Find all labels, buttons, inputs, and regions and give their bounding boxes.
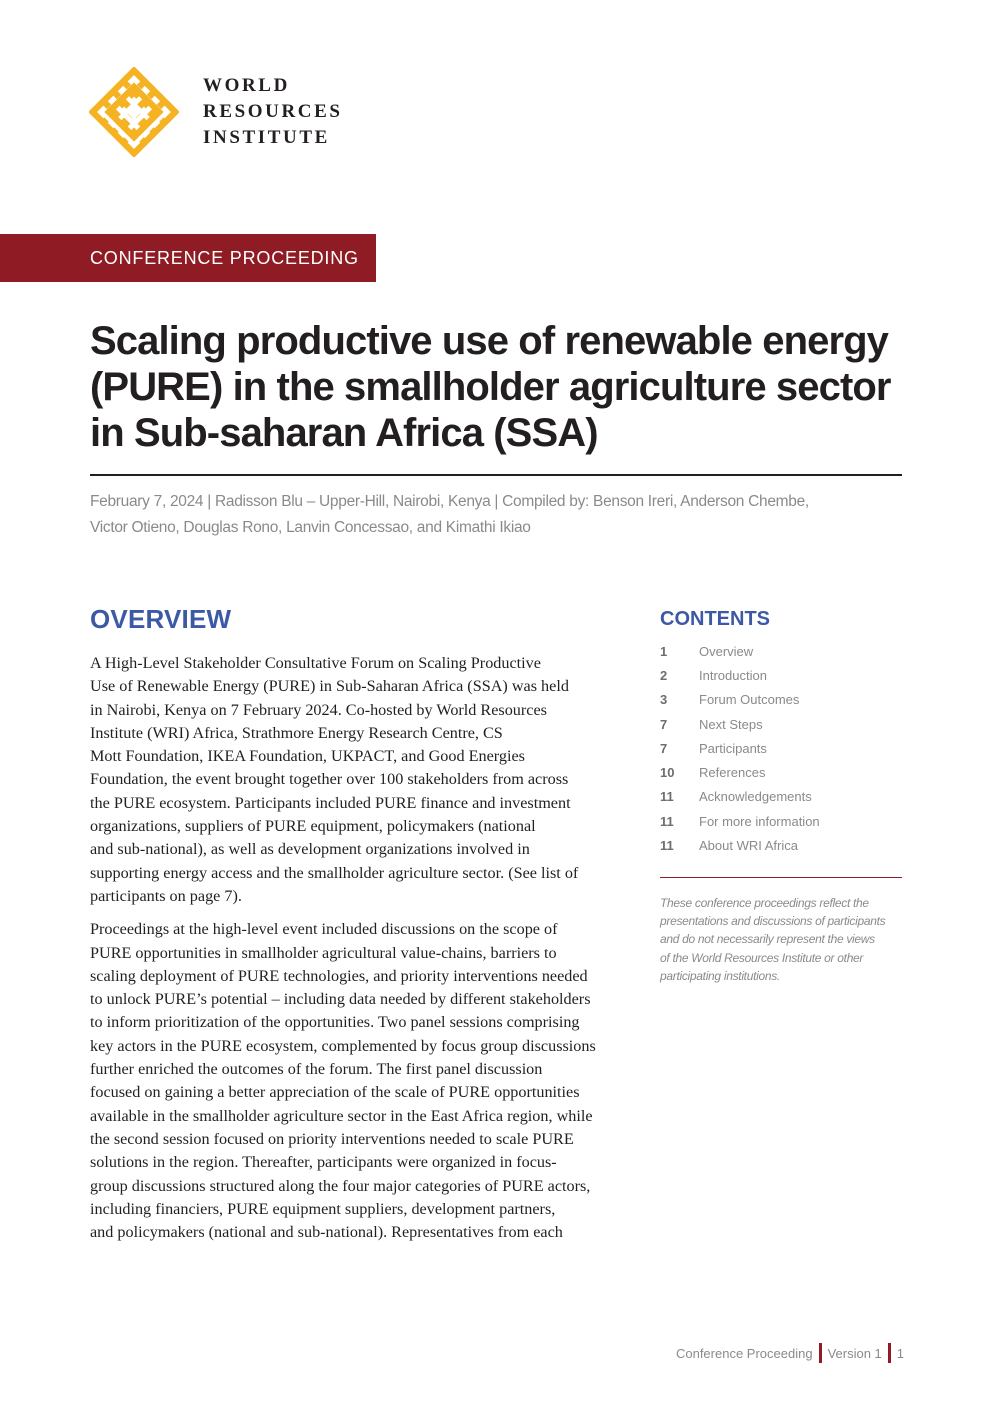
toc-page-number: 3 (660, 692, 668, 708)
org-name-line: WORLD (203, 75, 290, 96)
toc-label: Overview (699, 643, 754, 659)
byline-line: February 7, 2024 | Radisson Blu – Upper-Hill, Nairobi, Kenya | Compiled by: Benson Ireri, Anderson Chembe, (90, 493, 809, 510)
toc-item-introduction[interactable] (660, 663, 902, 687)
text-line: to unlock PURE’s potential – including data needed by different stakeholders (90, 990, 591, 1009)
toc-page-number: 2 (660, 667, 668, 683)
toc-item-references[interactable] (660, 760, 902, 784)
toc-label: For more information (699, 813, 820, 829)
toc-item-overview[interactable] (660, 639, 902, 663)
footer-separator (819, 1343, 822, 1363)
table-of-contents (660, 639, 902, 858)
text-line: the PURE ecosystem. Participants included PURE finance and investment (90, 793, 571, 812)
footer-page-number: 1 (896, 1345, 904, 1361)
toc-page-number: 7 (660, 740, 668, 756)
toc-label: References (699, 765, 766, 781)
toc-label: Participants (699, 740, 767, 756)
text-line: PURE opportunities in smallholder agricultural value-chains, barriers to (90, 943, 557, 962)
footer-version: Version 1 (827, 1345, 882, 1361)
text-line: participants on page 7). (90, 886, 242, 905)
text-line: and sub-national), as well as development organizations involved in (90, 840, 530, 859)
toc-item-acknowledgements[interactable] (660, 785, 902, 809)
text-line: available in the smallholder agriculture sector in the East Africa region, while (90, 1106, 593, 1125)
org-name-line: INSTITUTE (203, 127, 330, 148)
organization-name (203, 73, 343, 151)
toc-label: Next Steps (699, 716, 763, 732)
byline-line: Victor Otieno, Douglas Rono, Lanvin Concessao, and Kimathi Ikiao (90, 518, 531, 536)
toc-label: Introduction (699, 667, 767, 683)
text-line: and policymakers (national and sub-national). Representatives from each (90, 1223, 563, 1242)
toc-page-number: 11 (660, 789, 674, 805)
toc-page-number: 1 (660, 643, 668, 659)
disclaimer-line: and do not necessarily represent the views (660, 932, 875, 947)
disclaimer-line: These conference proceedings reflect the (660, 896, 869, 910)
text-line: in Nairobi, Kenya on 7 February 2024. Co-hosted by World Resources (90, 700, 547, 719)
text-line: Use of Renewable Energy (PURE) in Sub-Saharan Africa (SSA) was held (90, 677, 569, 696)
overview-heading: OVERVIEW (90, 604, 232, 634)
text-line: Institute (WRI) Africa, Strathmore Energy Research Centre, CS (90, 723, 503, 742)
text-line: focused on gaining a better appreciation of the scale of PURE opportunities (90, 1083, 580, 1102)
text-line: group discussions structured along the four major categories of PURE actors, (90, 1176, 591, 1195)
toc-item-about-wri-africa[interactable] (660, 833, 902, 857)
footer-separator (888, 1343, 891, 1363)
toc-item-next-steps[interactable] (660, 712, 902, 736)
disclaimer-line: of the World Resources Institute or other (660, 950, 864, 965)
toc-page-number: 11 (660, 838, 674, 854)
toc-item-forum-outcomes[interactable] (660, 688, 902, 712)
contents-divider (660, 877, 902, 878)
toc-item-participants[interactable] (660, 736, 902, 760)
byline (90, 489, 902, 540)
contents-heading: CONTENTS (660, 608, 770, 630)
text-line: to inform prioritization of the opportunities. Two panel sessions comprising (90, 1013, 580, 1032)
toc-page-number: 11 (660, 813, 674, 829)
footer-document-type: Conference Proceeding (675, 1345, 813, 1361)
toc-label: Forum Outcomes (699, 692, 800, 708)
toc-page-number: 10 (660, 765, 675, 781)
overview-paragraph-1 (90, 652, 630, 908)
text-line: organizations, suppliers of PURE equipment, policymakers (national (90, 817, 536, 836)
toc-item-more-information[interactable] (660, 809, 902, 833)
text-line: scaling deployment of PURE technologies, and priority interventions needed (90, 966, 588, 985)
overview-paragraph-2 (90, 918, 630, 1244)
disclaimer (660, 894, 902, 985)
title-divider (90, 474, 902, 476)
disclaimer-line: presentations and discussions of participants (660, 914, 886, 929)
document-title: Scaling productive use of renewable energy (PURE) in the smallholder agriculture sector in Sub-saharan Africa (SSA) (90, 319, 891, 455)
disclaimer-line: participating institutions. (660, 968, 780, 983)
text-line: including financiers, PURE equipment suppliers, development partners, (90, 1199, 556, 1218)
toc-label: About WRI Africa (699, 838, 798, 854)
toc-page-number: 7 (660, 716, 668, 732)
page-footer (676, 1343, 904, 1363)
text-line: solutions in the region. Thereafter, participants were organized in focus- (90, 1153, 557, 1172)
text-line: key actors in the PURE ecosystem, complemented by focus group discussions (90, 1036, 596, 1055)
org-name-line: RESOURCES (203, 101, 343, 122)
text-line: A High-Level Stakeholder Consultative Forum on Scaling Productive (90, 654, 541, 672)
overview-body (90, 652, 630, 1244)
text-line: Foundation, the event brought together over 100 stakeholders from across (90, 770, 569, 789)
toc-label: Acknowledgements (699, 789, 812, 805)
text-line: further enriched the outcomes of the forum. The first panel discussion (90, 1060, 543, 1079)
text-line: supporting energy access and the smallholder agriculture sector. (See list of (90, 863, 579, 882)
wri-logo-icon (89, 67, 179, 157)
text-line: Mott Foundation, IKEA Foundation, UKPACT, and Good Energies (90, 747, 525, 766)
text-line: the second session focused on priority interventions needed to scale PURE (90, 1129, 574, 1148)
document-type-banner: CONFERENCE PROCEEDING (0, 234, 376, 282)
text-line: Proceedings at the high-level event included discussions on the scope of (90, 920, 558, 939)
